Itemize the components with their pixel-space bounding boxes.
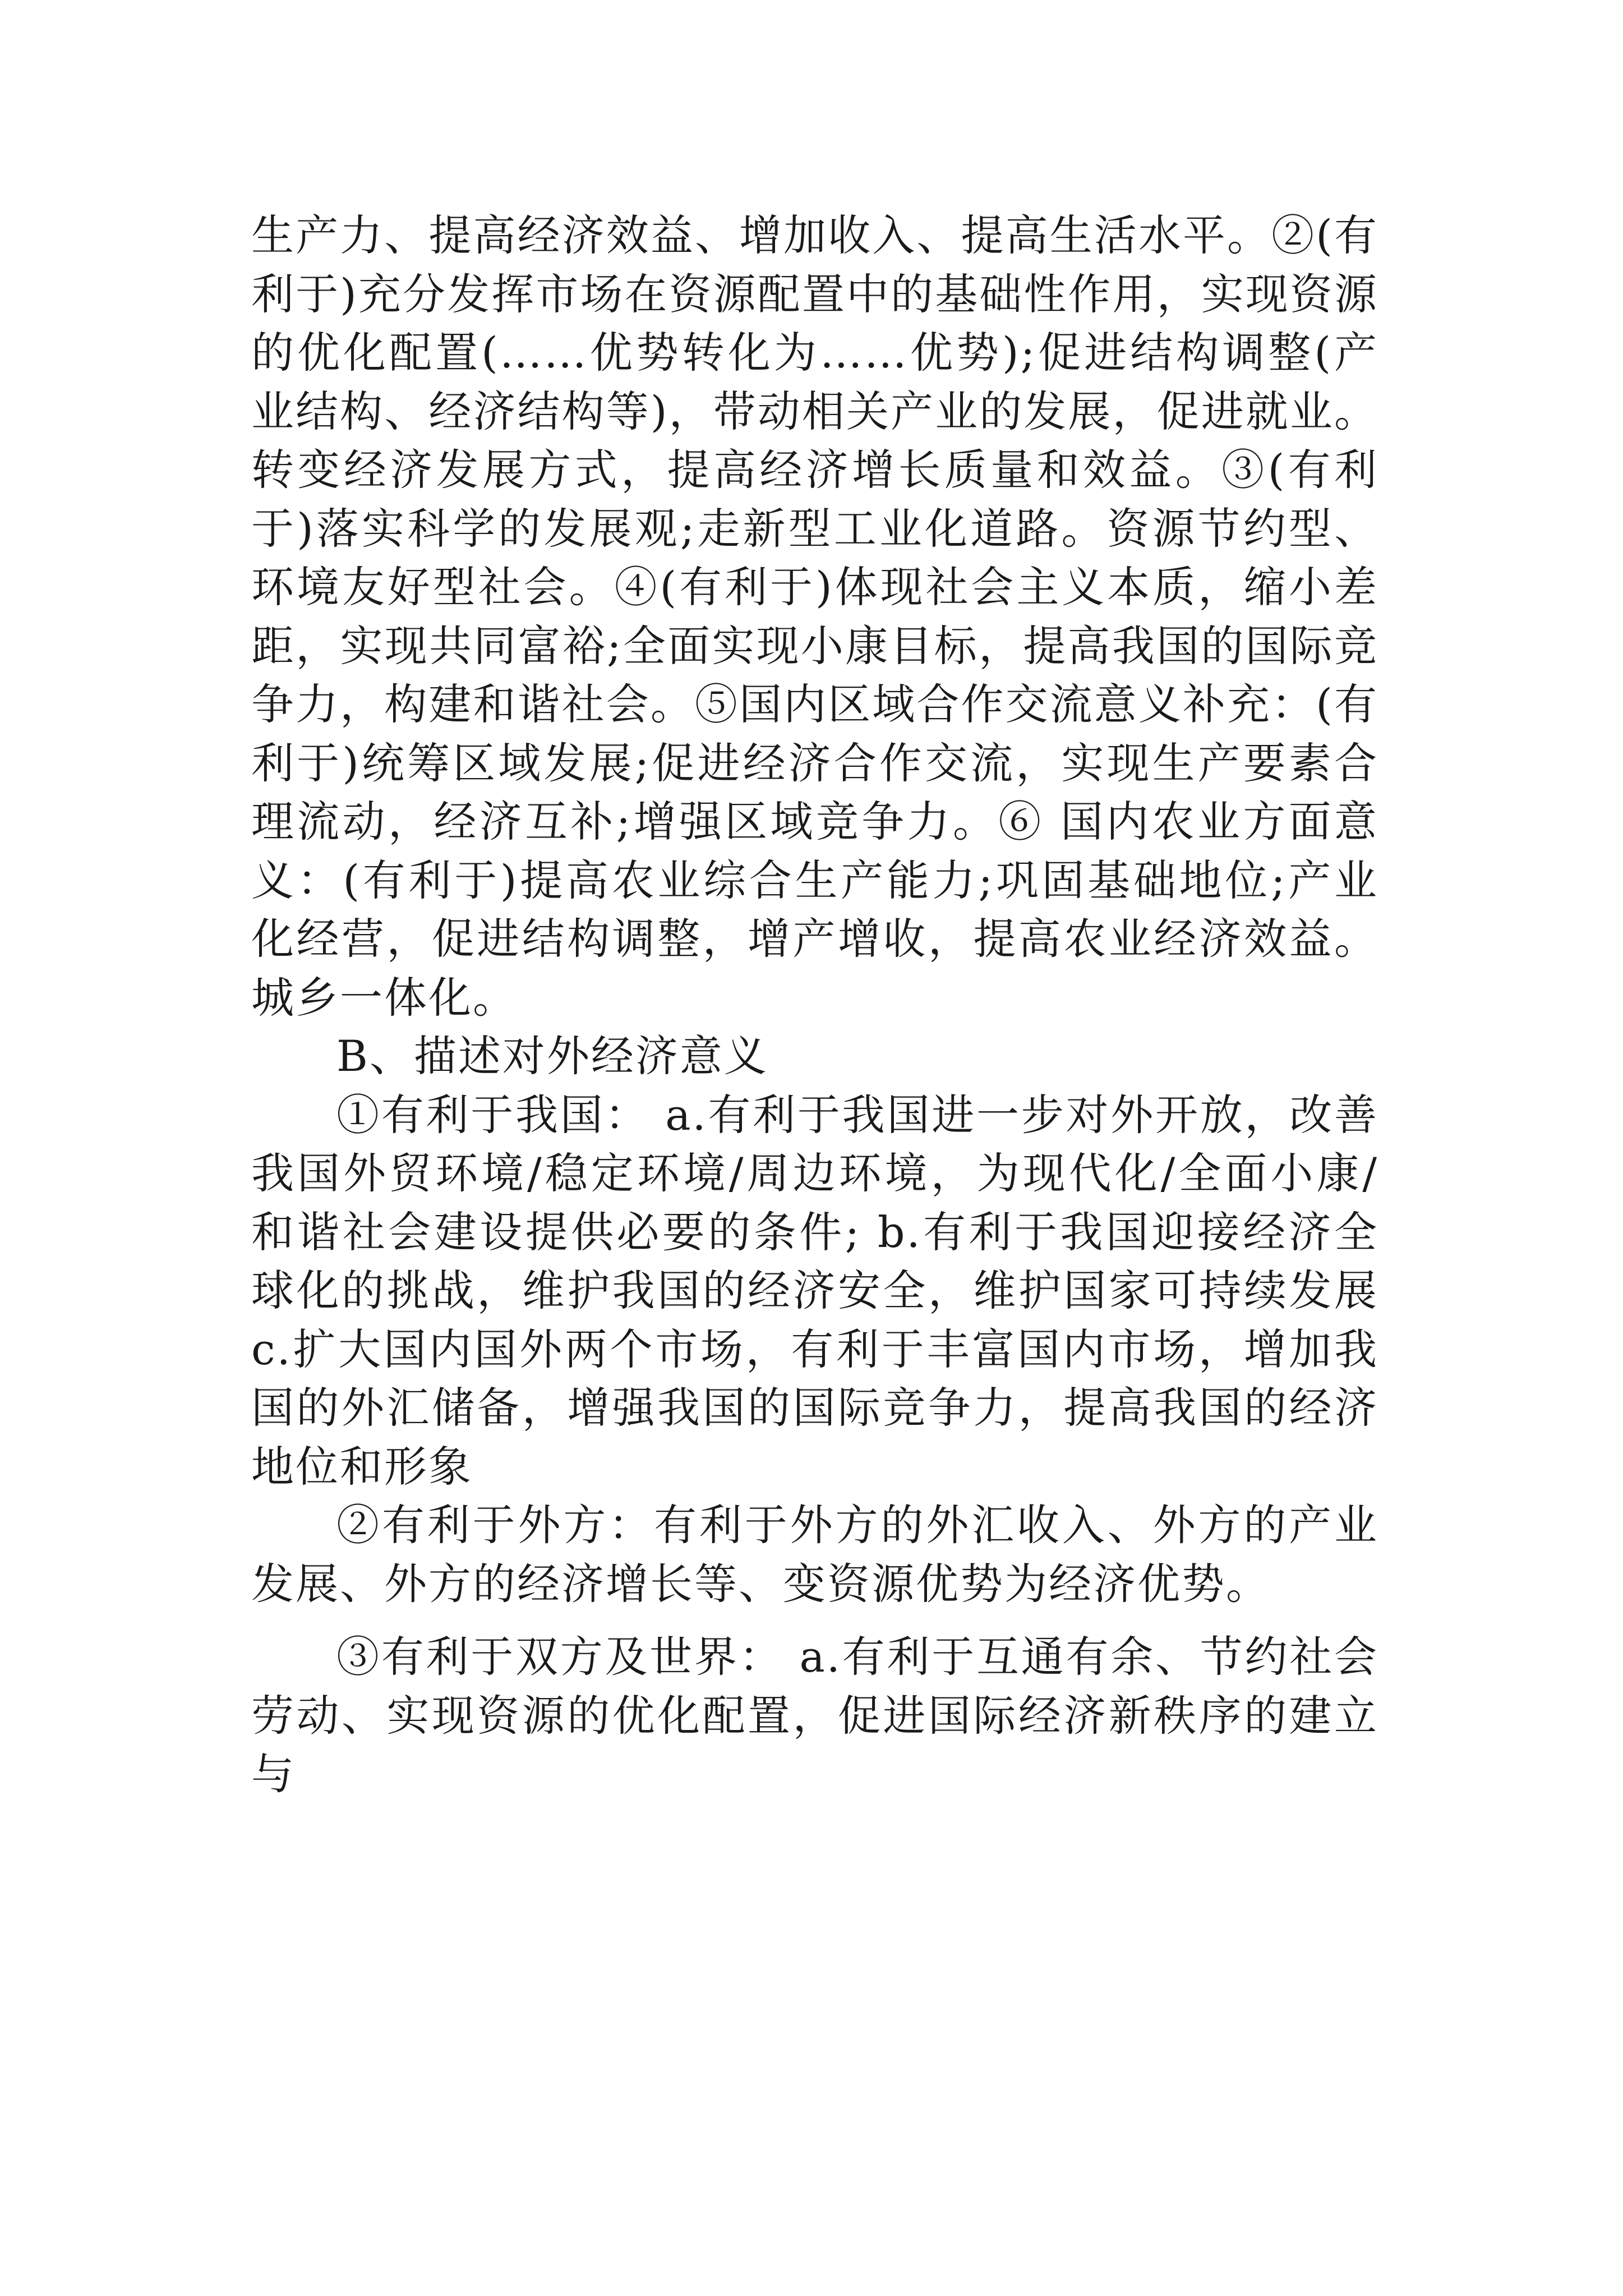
- body-paragraph-benefit-to-both-and-world: ③有利于双方及世界： a.有利于互通有余、节约社会劳动、实现资源的优化配置，促进国际经济新秩序的建立与: [251, 1632, 1378, 1799]
- body-paragraph-economic-significance: 生产力、提高经济效益、增加收入、提高生活水平。②(有利于)充分发挥市场在资源配置中的基础性作用，实现资源的优化配置(……优势转化为……优势);促进结构调整(产业结构、经济结构等)，带动相关产业的发展，促进就业。转变经济发展方式，提高经济增长质量和效益。③(有利于)落实科学的发展观;走新型工业化道路。资源节约型、环境友好型社会。④(有利于)体现社会主义本质，缩小差距，实现共同富裕;全面实现小康目标，提高我国的国际竞争力，构建和谐社会。⑤国内区域合作交流意义补充：(有利于)统筹区域发展;促进经济合作交流，实现生产要素合理流动，经济互补;增强区域竞争力。⑥ 国内农业方面意义：(有利于)提高农业综合生产能力;巩固基础地位;产业化经营，促进结构调整，增产增收，提高农业经济效益。城乡一体化。: [251, 210, 1378, 1023]
- body-paragraph-benefit-to-foreign-side: ②有利于外方：有利于外方的外汇收入、外方的产业发展、外方的经济增长等、变资源优势为经济优势。: [251, 1500, 1378, 1609]
- body-paragraph-benefit-to-china: ①有利于我国： a.有利于我国进一步对外开放，改善我国外贸环境/稳定环境/周边环境，为现代化/全面小康/和谐社会建设提供必要的条件; b.有利于我国迎接经济全球化的挑战，维护我国的经济安全，维护国家可持续发展 c.扩大国内国外两个市场，有利于丰富国内市场，增加我国的外汇储备，增强我国的国际竞争力，提高我国的经济地位和形象: [251, 1089, 1378, 1492]
- section-heading-external-economy: B、描述对外经济意义: [336, 1031, 768, 1081]
- document-page: [251, 206, 1378, 1804]
